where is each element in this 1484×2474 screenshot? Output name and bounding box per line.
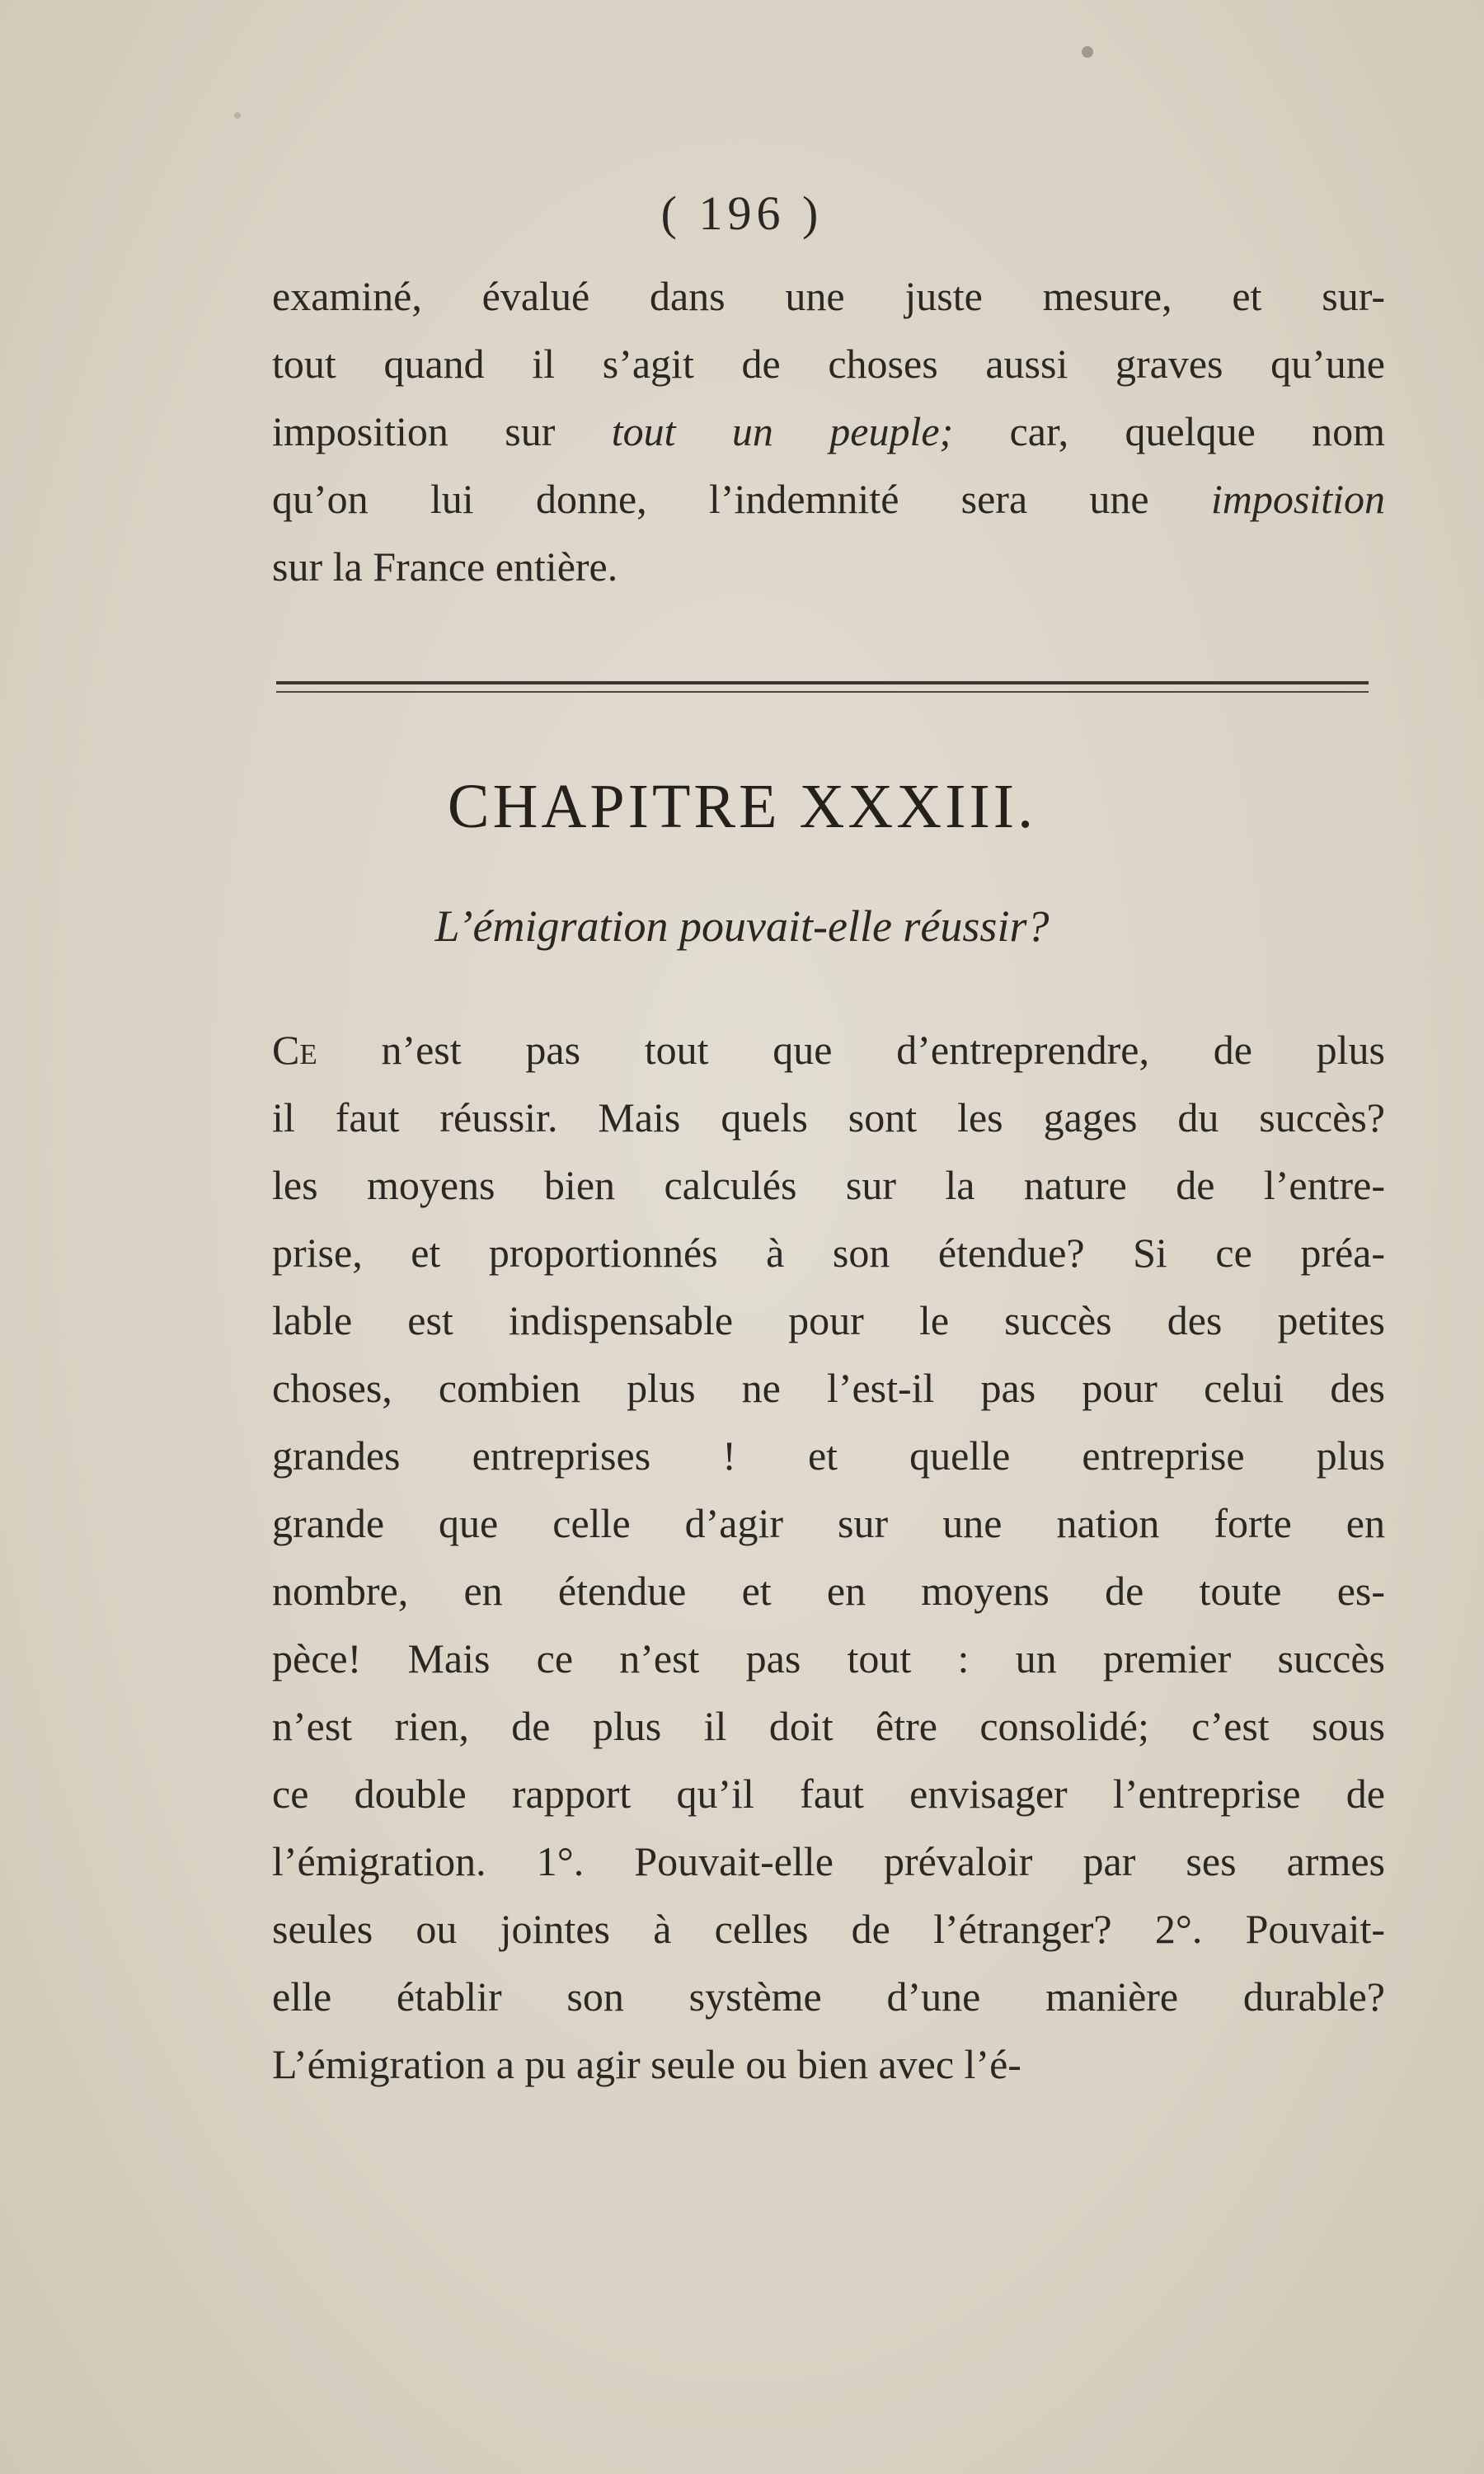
text-line <box>272 1219 1385 1286</box>
text-run: choses, combien plus ne l’est-il pas pour celui des <box>272 1365 1385 1411</box>
text-line <box>272 1016 1385 1084</box>
text-run: elle établir son système d’une manière durable? <box>272 1973 1385 2020</box>
text-line <box>272 262 1385 330</box>
text-line <box>272 397 1385 465</box>
body-paragraph <box>272 1016 1385 2098</box>
section-divider-thick <box>276 681 1369 684</box>
text-line <box>272 1151 1385 1219</box>
ink-spot <box>234 112 241 119</box>
text-run: sur la France entière. <box>272 543 618 590</box>
text-line <box>272 1354 1385 1422</box>
text-line <box>272 1827 1385 1895</box>
text-run: pèce! Mais ce n’est pas tout : un premier succès <box>272 1635 1385 1681</box>
text-run: grande que celle d’agir sur une nation forte en <box>272 1500 1385 1546</box>
text-run: prise, et proportionnés à son étendue? Si ce préa- <box>272 1230 1385 1276</box>
text-line <box>272 1084 1385 1151</box>
text-line <box>272 1625 1385 1692</box>
text-run: car, quelque nom <box>953 408 1386 454</box>
text-run: imposition sur <box>272 408 612 454</box>
text-run: nombre, en étendue et en moyens de toute es- <box>272 1568 1385 1614</box>
italic-text: tout un peuple; <box>611 408 954 454</box>
text-run: ce double rapport qu’il faut envisager l’entreprise de <box>272 1771 1385 1817</box>
text-run: les moyens bien calculés sur la nature de l’entre- <box>272 1162 1385 1208</box>
text-line <box>272 1963 1385 2030</box>
text-run: grandes entreprises ! et quelle entreprise plus <box>272 1432 1385 1479</box>
text-line <box>272 1895 1385 1963</box>
text-run: qu’on lui donne, l’indemnité sera une <box>272 476 1211 522</box>
text-line <box>272 1286 1385 1354</box>
text-run: examiné, évalué dans une juste mesure, et sur- <box>272 273 1385 319</box>
italic-text: imposition <box>1210 476 1385 522</box>
text-run: l’émigration. 1°. Pouvait-elle prévaloir par ses armes <box>272 1838 1385 1884</box>
text-line <box>272 330 1385 397</box>
text-line <box>272 1692 1385 1760</box>
text-line <box>272 533 1385 600</box>
text-line <box>272 1760 1385 1827</box>
text-run: n’est pas tout que d’entreprendre, de plus <box>317 1027 1385 1073</box>
text-line <box>272 1557 1385 1625</box>
text-run: n’est rien, de plus il doit être consolidé; c’est sous <box>272 1703 1385 1749</box>
small-caps-text: Ce <box>272 1027 317 1073</box>
text-run: seules ou jointes à celles de l’étranger? 2°. Pouvait- <box>272 1906 1385 1952</box>
text-line <box>272 2030 1385 2098</box>
text-run: lable est indispensable pour le succès des petites <box>272 1297 1385 1343</box>
text-line <box>272 1489 1385 1557</box>
intro-paragraph <box>272 262 1385 600</box>
text-line <box>272 1422 1385 1489</box>
text-run: il faut réussir. Mais quels sont les gages du succès? <box>272 1094 1385 1141</box>
chapter-heading: CHAPITRE XXXIII. <box>447 772 1037 841</box>
section-divider-thin <box>276 691 1369 693</box>
chapter-subtitle: L’émigration pouvait-elle réussir? <box>434 901 1050 951</box>
ink-spot <box>1082 46 1093 58</box>
text-run: L’émigration a pu agir seule ou bien avec l’é- <box>272 2041 1021 2087</box>
text-run: tout quand il s’agit de choses aussi graves qu’une <box>272 341 1385 387</box>
page-number: ( 196 ) <box>660 186 824 240</box>
text-line <box>272 465 1385 533</box>
